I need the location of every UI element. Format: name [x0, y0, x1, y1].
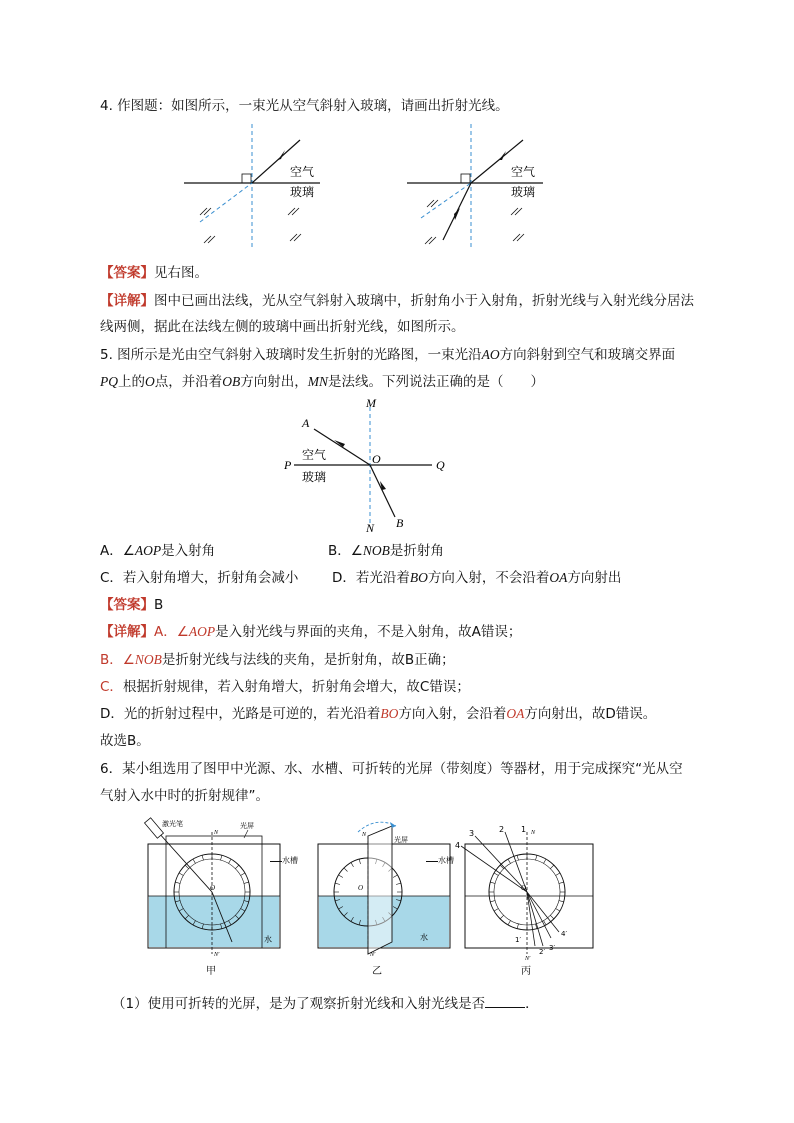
svg-text:1′: 1′	[515, 936, 522, 944]
protractor-tick	[544, 859, 547, 863]
q5-detail-c: C．根据折射规律，若入射角增大，折射角会增大，故C错误；	[100, 679, 470, 695]
svg-text:玻璃: 玻璃	[290, 185, 315, 199]
protractor-tick	[351, 863, 354, 867]
svg-text:2′: 2′	[539, 948, 546, 956]
protractor-tick	[494, 909, 498, 912]
protractor-tick	[359, 859, 360, 864]
answer-blank[interactable]	[485, 993, 525, 1008]
q5-figure	[280, 395, 460, 535]
detail-tag: 【详解】	[100, 293, 154, 309]
protractor-tick	[550, 865, 554, 869]
svg-text:4′: 4′	[561, 930, 568, 938]
protractor-tick	[339, 875, 343, 878]
protractor-tick	[500, 865, 504, 869]
svg-text:空气: 空气	[511, 165, 536, 179]
q4-answer	[100, 263, 208, 283]
svg-text:丙: 丙	[521, 966, 531, 977]
svg-text:N: N	[362, 832, 367, 838]
q5-stem-1: 5. 图所示是光由空气斜射入玻璃时发生折射的光路图，一束光沿AO方向斜射到空气和玻璃交界面	[100, 347, 676, 363]
answer-tag: 【答案】	[100, 265, 154, 281]
protractor-tick	[393, 875, 397, 878]
q4-question: 4. 作图题：如图所示，一束光从空气斜射入玻璃，请画出折射光线。	[100, 98, 509, 114]
q6-stem-2: 气射入水中时的折射规律”。	[100, 788, 269, 804]
q6-figure-yi	[310, 812, 460, 982]
protractor-tick	[344, 868, 348, 872]
svg-text:玻璃: 玻璃	[302, 470, 327, 484]
q4-figure-right	[405, 122, 545, 252]
protractor-tick	[536, 855, 537, 860]
q5-option-d: D．若光沿着BO方向入射，不会沿着OA方向射出	[332, 570, 622, 586]
protractor-tick	[241, 873, 245, 876]
svg-text:N: N	[366, 521, 375, 535]
protractor-tick	[517, 855, 518, 860]
q4-detail-2: 线两侧，据此在法线左侧的玻璃中画出折射光线，如图所示。	[100, 319, 465, 335]
protractor-tick	[396, 883, 401, 884]
q4-detail-1: 【详解】图中已画出法线，光从空气斜射入玻璃中，折射角小于入射角，折射光线与入射光线分居法	[100, 293, 694, 309]
svg-text:光屏: 光屏	[394, 836, 408, 844]
q6-sub1: （1）使用可折转的光屏，是为了观察折射光线和入射光线是否 ．	[112, 993, 539, 1014]
protractor-tick	[508, 859, 511, 863]
protractor-tick	[235, 865, 239, 869]
svg-text:B: B	[396, 516, 404, 530]
tank-label-jia: 水槽	[282, 856, 298, 865]
protractor-tick	[193, 859, 196, 863]
q5-detail-d: D．光的折射过程中，光路是可逆的，若光沿着BO方向入射，会沿着OA方向射出，故D错误。	[100, 706, 657, 722]
tank-pointer-yi	[426, 861, 438, 862]
protractor-tick	[221, 855, 222, 860]
svg-text:N′: N′	[525, 956, 531, 962]
svg-text:Q: Q	[436, 458, 445, 472]
svg-text:空气: 空气	[302, 448, 327, 462]
svg-text:N: N	[214, 830, 219, 836]
svg-text:A: A	[302, 416, 310, 430]
protractor-tick	[556, 873, 560, 876]
protractor-tick	[500, 915, 504, 919]
svg-text:M: M	[366, 396, 376, 410]
svg-text:光屏: 光屏	[240, 822, 254, 830]
q4-figure-left	[182, 122, 322, 252]
q5-option-b: B．∠NOB是折射角	[328, 543, 444, 559]
svg-text:2: 2	[499, 825, 505, 834]
svg-text:1: 1	[521, 825, 527, 834]
protractor-tick	[335, 883, 340, 884]
q5-detail-a: 【详解】A．∠AOP是入射光线与界面的夹角，不是入射角，故A错误；	[100, 624, 522, 640]
protractor-tick	[179, 873, 183, 876]
protractor-tick	[490, 882, 495, 883]
q5-answer: 【答案】B	[100, 597, 164, 613]
protractor-tick	[202, 855, 203, 860]
answer-tag: 【答案】	[100, 597, 154, 613]
q5-option-a: A．∠AOP是入射角	[100, 543, 216, 559]
tank-label-yi: 水槽	[438, 856, 454, 865]
detail-tag: 【详解】	[100, 624, 154, 640]
protractor-tick	[175, 882, 180, 883]
q4-answer-text: 见右图。	[154, 265, 208, 281]
q5-conclusion: 故选B。	[100, 733, 150, 749]
protractor-tick	[508, 921, 511, 925]
svg-text:P: P	[284, 458, 292, 472]
protractor-tick	[556, 909, 560, 912]
svg-text:O: O	[210, 884, 216, 892]
q5-detail-b: B．∠NOB是折射光线与法线的夹角，是折射角，故B正确；	[100, 652, 455, 668]
svg-text:O: O	[358, 884, 364, 892]
protractor-tick	[559, 882, 564, 883]
protractor-tick	[550, 915, 554, 919]
protractor-tick	[490, 901, 495, 902]
q5-option-c: C．若入射角增大，折射角会减小	[100, 570, 299, 586]
svg-text:3′: 3′	[549, 944, 556, 952]
q6-stem-1: 6．某小组选用了图甲中光源、水、水槽、可折转的光屏（带刻度）等器材，用于完成探究“光从空	[100, 761, 683, 777]
protractor-tick	[229, 859, 232, 863]
svg-text:乙: 乙	[372, 966, 382, 977]
protractor-tick	[517, 924, 518, 929]
q6-figure-bing	[455, 812, 605, 982]
svg-text:空气: 空气	[290, 165, 315, 179]
svg-text:3: 3	[469, 829, 475, 838]
svg-text:N: N	[531, 830, 536, 836]
svg-text:水: 水	[264, 935, 272, 944]
tank-pointer-jia	[270, 861, 282, 862]
svg-text:玻璃: 玻璃	[511, 185, 536, 199]
svg-text:N′: N′	[214, 952, 220, 958]
q6-figure-jia	[140, 812, 290, 982]
svg-text:4: 4	[455, 841, 461, 850]
svg-text:N′: N′	[370, 952, 376, 958]
svg-text:O: O	[521, 884, 527, 892]
protractor-tick	[559, 901, 564, 902]
protractor-tick	[494, 873, 498, 876]
protractor-tick	[244, 882, 249, 883]
svg-text:激光笔: 激光笔	[162, 820, 183, 828]
svg-text:水: 水	[420, 933, 428, 942]
svg-text:O: O	[372, 452, 381, 466]
q5-stem-2: PQ上的O点，并沿着OB方向射出，MN是法线。下列说法正确的是（ ）	[100, 374, 544, 390]
svg-text:甲: 甲	[206, 966, 216, 977]
